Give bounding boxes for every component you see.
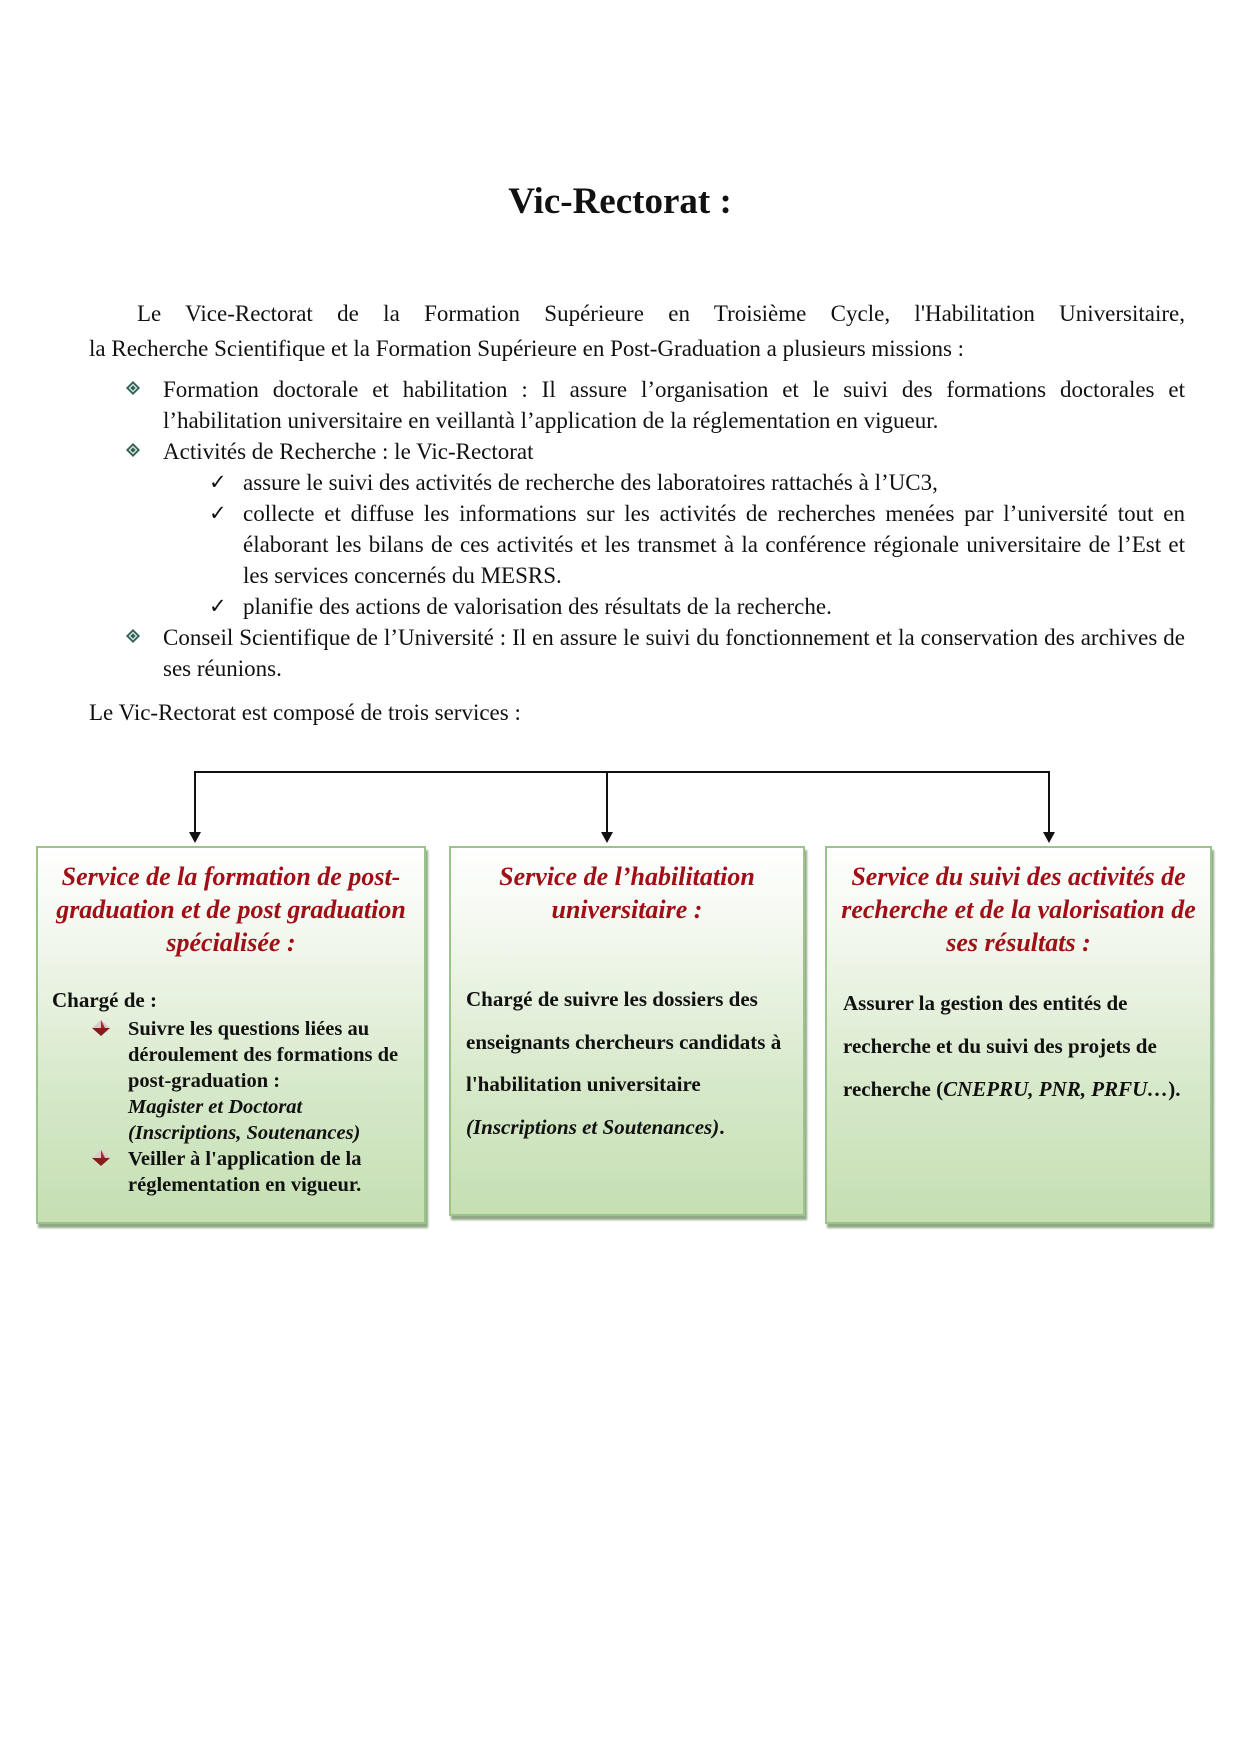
checkmark-icon: ✓: [209, 470, 227, 494]
checkmark-icon: ✓: [209, 501, 227, 525]
sub-item-text: planifie des actions de valorisation des résultats de la recherche.: [243, 594, 832, 619]
mission-text: Formation doctorale et habilitation : Il assure l’organisation et le suivi des formations doctorales et l’habilitation universitaire en veillantà l’application de la réglementation en vigueur.: [163, 377, 1185, 433]
service-title: Service de l’habilitation universitaire :: [499, 862, 755, 924]
sub-item-text: collecte et diffuse les informations sur les activités de recherches menées par l’université tout en élaborant les bilans de ces activités et les transmet à la conférence régionale universitaire de l’Est et les services concernés du MESRS.: [243, 501, 1185, 588]
service-title: Service du suivi des activités de recherche et de la valorisation de ses résultats :: [841, 862, 1196, 957]
arrow-down-bullet-icon: [92, 1150, 110, 1166]
arrowhead-middle: [601, 832, 613, 843]
service-box-research-activities: [825, 846, 1212, 1224]
service-box-habilitation: [449, 846, 805, 1216]
service-items: [128, 1016, 418, 1198]
sub-item-text: assure le suivi des activités de recherche des laboratoires rattachés à l’UC3,: [243, 470, 938, 495]
service-item: Suivre les questions liées au déroulement des formations de post-graduation : Magister et Doctorat (Inscriptions, Soutenances): [128, 1016, 418, 1146]
mission-text: Activités de Recherche : le Vic-Rectorat: [163, 439, 534, 464]
mission-text: Conseil Scientifique de l’Université : Il en assure le suivi du fonctionnement et la conservation des archives de ses réunions.: [163, 625, 1185, 681]
service-description: Assurer la gestion des entités de recherche et du suivi des projets de recherche (CNEPRU, PNR, PRFU…).: [843, 991, 1181, 1101]
arrowhead-right: [1043, 832, 1055, 843]
org-connectors: [0, 0, 1240, 860]
page-title: Vic-Rectorat :: [508, 181, 732, 222]
intro-line-2: la Recherche Scientifique et la Formation Supérieure en Post-Graduation a plusieurs missions :: [89, 336, 965, 361]
service-box-post-graduation: [36, 846, 426, 1224]
arrow-down-bullet-icon: [92, 1020, 110, 1036]
service-description: Chargé de suivre les dossiers des enseignants chercheurs candidats à l'habilitation universitaire (Inscriptions et Soutenances).: [466, 987, 782, 1139]
intro-line-1: Le Vice-Rectorat de la Formation Supérieure en Troisième Cycle, l'Habilitation Universitaire,: [137, 301, 1185, 326]
service-item: Veiller à l'application de la réglementation en vigueur.: [128, 1146, 418, 1198]
service-title: Service de la formation de post-graduation et de post graduation spécialisée :: [56, 862, 406, 957]
services-intro: Le Vic-Rectorat est composé de trois services :: [89, 700, 521, 725]
charge-label: Chargé de :: [52, 988, 157, 1012]
checkmark-icon: ✓: [209, 594, 227, 618]
arrowhead-left: [189, 832, 201, 843]
